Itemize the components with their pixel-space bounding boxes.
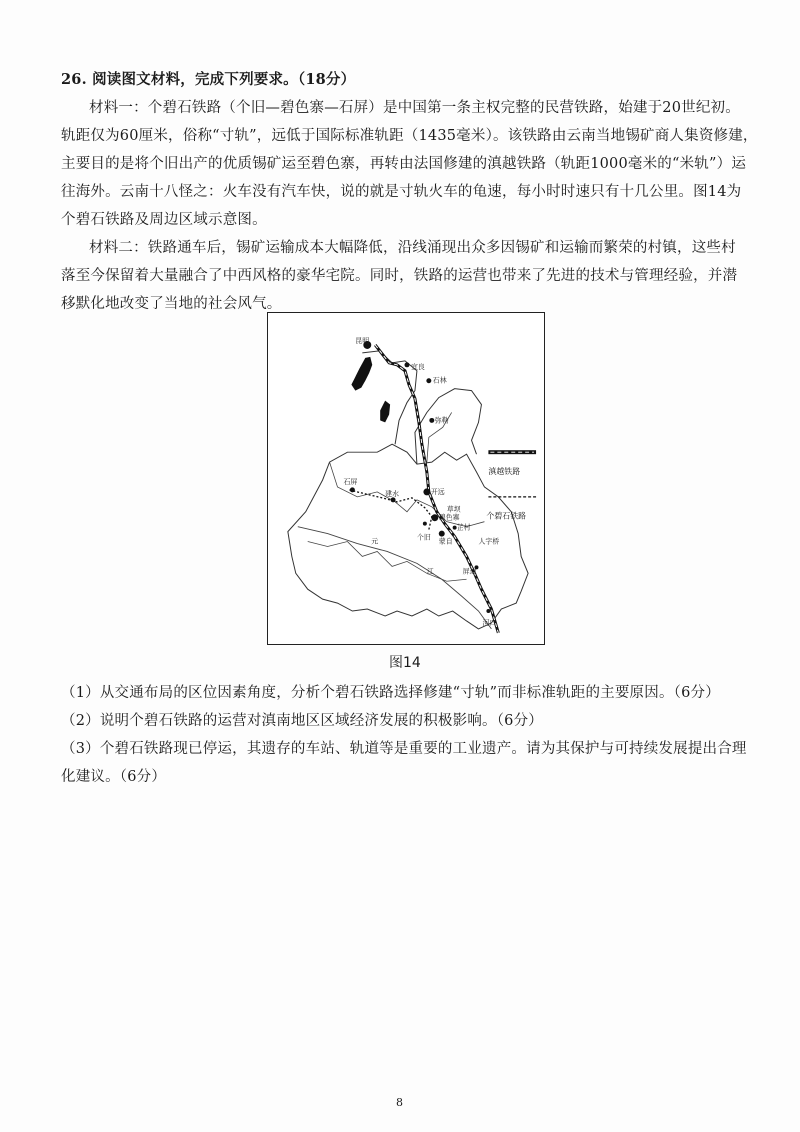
label-mengzi: 蒙自	[438, 537, 453, 546]
material1-line-1: 材料一：个碧石铁路（个旧—碧色寨—石屏）是中国第一条主权完整的民营铁路，始建于20世纪初。	[89, 100, 740, 116]
label-bisezhai: 碧色寨	[438, 513, 460, 522]
question-1: （1）从交通布局的区位因素角度，分析个碧石铁路选择修建“寸轨”而非标准轨距的主要原因。（6分）	[61, 685, 720, 701]
mengzi-dot	[439, 531, 445, 537]
legend-gebishi-label: 个碧石铁路	[486, 511, 527, 521]
material1-line-4: 往海外。云南十八怪之：火车没有汽车快，说的就是寸轨火车的龟速，每小时时速只有十几公里。图14为	[61, 184, 742, 200]
map-svg	[268, 313, 544, 644]
question-3-line-1: （3）个碧石铁路现已停运，其遗存的车站、轨道等是重要的工业遗产。请为其保护与可持续发展提出合理	[61, 741, 747, 757]
label-jiang: 江	[426, 567, 434, 576]
label-zhicun: 芷村	[456, 523, 471, 532]
dianchi-lake	[351, 357, 372, 391]
yiliang-dot	[405, 362, 410, 367]
label-gejiu: 个旧	[416, 533, 431, 542]
interior-boundary	[330, 462, 485, 527]
shilin-dot	[426, 378, 431, 383]
figure-caption: 图14	[389, 655, 421, 671]
label-jianshui: 建水	[385, 489, 400, 498]
label-shiping: 石屏	[343, 477, 358, 486]
gejiu-dot	[423, 522, 427, 526]
jianshui-dot	[391, 497, 396, 502]
hekou-dot	[486, 609, 490, 613]
fuxian-lake	[380, 401, 390, 423]
mile-dot	[429, 418, 434, 423]
label-kaiyuan: 开远	[430, 487, 445, 496]
label-caoba: 草坝	[446, 505, 461, 514]
material1-line-2: 轨距仅为60厘米，俗称“寸轨”，远低于国际标准轨距（1435毫米）。该铁路由云南当地锡矿商人集资修建，	[61, 128, 758, 144]
bisezhai-dot	[431, 514, 438, 521]
question-header: 26. 阅读图文材料，完成下列要求。（18分）	[61, 71, 356, 88]
material2-line-1: 材料二：铁路通车后，锡矿运输成本大幅降低，沿线涌现出众多因锡矿和运输而繁荣的村镇，这些村	[89, 240, 736, 256]
map-legend	[486, 450, 536, 521]
yuanjiang-river	[298, 527, 492, 629]
material2-line-2: 落至今保留着大量融合了中西风格的豪华宅院。同时，铁路的运营也带来了先进的技术与管理经验，并潜	[61, 268, 738, 284]
kaiyuan-dot	[423, 488, 430, 495]
label-shilin: 石林	[432, 376, 447, 385]
material2-line-3: 移默化地改变了当地的社会风气。	[61, 296, 282, 312]
label-yuan: 元	[371, 537, 379, 546]
label-kunming: 昆明	[355, 336, 370, 345]
material1-line-3: 主要目的是将个旧出产的优质锡矿运至碧色寨，再转由法国修建的滇越铁路（轨距1000毫米的“米轨”）运	[61, 156, 747, 172]
question-3-line-2: 化建议。（6分）	[61, 769, 167, 785]
label-pingbian: 屏边	[462, 567, 477, 576]
label-yiliang: 宜良	[410, 362, 425, 371]
figure-14-map	[267, 312, 545, 645]
question-2: （2）说明个碧石铁路的运营对滇南地区区域经济发展的积极影响。（6分）	[61, 713, 543, 729]
page-number: 8	[396, 1096, 403, 1109]
label-renzi: 人字桥	[478, 537, 500, 546]
label-hekou: 河口	[482, 618, 497, 627]
legend-dianyue-label: 滇越铁路	[488, 467, 521, 477]
material1-line-5: 个碧石铁路及周边区域示意图。	[61, 212, 267, 228]
label-mile: 弥勒	[434, 416, 449, 425]
shiping-dot	[350, 487, 355, 492]
interior-boundary-2	[308, 542, 467, 582]
